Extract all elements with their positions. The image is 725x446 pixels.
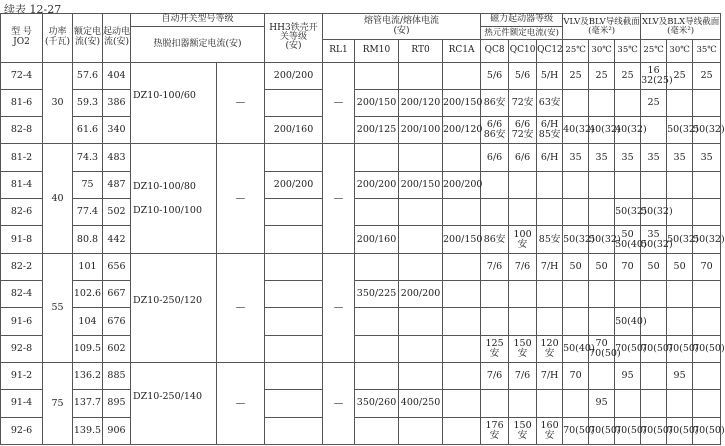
cell-start-current: 906 [103, 417, 131, 444]
cell-model: 92-6 [1, 417, 43, 444]
cell-q12: 5/H [537, 62, 563, 89]
cell-rc1a: 200/150 [443, 226, 481, 253]
cell-x25: 35 50(32) [641, 226, 667, 253]
cell-x35 [693, 281, 721, 308]
cell-breaker [131, 144, 217, 253]
cell-hh [265, 226, 323, 253]
cell-hh [265, 308, 323, 335]
cell-q10: 7/6 [509, 362, 537, 389]
table-row [1, 62, 721, 89]
cell-v35 [615, 390, 641, 417]
cell-rated-current: 102.6 [73, 281, 103, 308]
cell-rated-current: 77.4 [73, 199, 103, 226]
cell-rc1a [443, 281, 481, 308]
cell-start-current: 667 [103, 281, 131, 308]
cell-x35: 70(50) [693, 335, 721, 362]
header-starter: 磁力起动器等级 [481, 14, 563, 27]
cell-start-current: 442 [103, 226, 131, 253]
cell-start-current: 404 [103, 62, 131, 89]
cell-v35: 25 [615, 62, 641, 89]
cell-q8: 6/6 86安 [481, 117, 509, 144]
cell-power: 40 [43, 144, 73, 253]
cell-q10: 150安 [509, 417, 537, 444]
cell-x30: 35 [667, 144, 693, 171]
cell-model: 92-8 [1, 335, 43, 362]
cell-q8 [481, 390, 509, 417]
cell-q12 [537, 390, 563, 417]
cell-v25 [563, 199, 589, 226]
motor-equipment-table [0, 13, 725, 445]
cell-v25: 50(32) [563, 226, 589, 253]
cell-x35 [693, 308, 721, 335]
cell-rm10: 200/200 [355, 171, 399, 198]
cell-q8 [481, 281, 509, 308]
cell-x25: 35 [641, 144, 667, 171]
cell-start-current: 656 [103, 253, 131, 280]
cell-v35: 35 [615, 144, 641, 171]
cell-x35: 50(32) [693, 117, 721, 144]
header-rc1a: RC1A [443, 40, 481, 62]
breaker-model: DZ10-100/60 [133, 90, 196, 102]
cell-model: 81-6 [1, 89, 43, 116]
header-x25: 25℃ [641, 40, 667, 62]
cell-start-current: 885 [103, 362, 131, 389]
cell-q10: 150安 [509, 335, 537, 362]
cell-x35 [693, 171, 721, 198]
cell-breaker-dash: — [217, 253, 265, 362]
cell-rc1a: 200/200 [443, 171, 481, 198]
cell-v30 [589, 89, 615, 116]
cell-hh [265, 199, 323, 226]
cell-v35: 70 [615, 253, 641, 280]
cell-model: 82-2 [1, 253, 43, 280]
cell-v30: 25 [589, 62, 615, 89]
header-v25: 25℃ [563, 40, 589, 62]
cell-q8 [481, 171, 509, 198]
cell-x35: 70(50) [693, 417, 721, 444]
cell-rated-current: 136.2 [73, 362, 103, 389]
cell-q8: 86安 [481, 89, 509, 116]
cell-q12: 7/H [537, 253, 563, 280]
cell-q8: 7/6 [481, 362, 509, 389]
cell-rt0 [399, 199, 443, 226]
cell-start-current: 895 [103, 390, 131, 417]
cell-q12 [537, 171, 563, 198]
cell-start-current: 602 [103, 335, 131, 362]
cell-x30: 50(32) [667, 226, 693, 253]
cell-v25: 40(32) [563, 117, 589, 144]
header-qc10: QC10 [509, 40, 537, 62]
header-start-current: 起动电流(安) [103, 14, 131, 63]
cell-rm10 [355, 62, 399, 89]
cell-q10: 72安 [509, 89, 537, 116]
cell-q10 [509, 281, 537, 308]
cell-hh [265, 281, 323, 308]
cell-hh [265, 335, 323, 362]
cell-v25: 25 [563, 62, 589, 89]
cell-v25 [563, 308, 589, 335]
cell-rc1a [443, 335, 481, 362]
cell-q10 [509, 199, 537, 226]
cell-v35: 50(40) [615, 308, 641, 335]
cell-v30: 70 70(50) [589, 335, 615, 362]
cell-rm10: 350/260 [355, 390, 399, 417]
cell-v35 [615, 89, 641, 116]
cell-x25: 50(32) [641, 199, 667, 226]
cell-rc1a [443, 199, 481, 226]
cell-v35: 70(50) [615, 417, 641, 444]
cell-hh [265, 362, 323, 389]
header-vlv: VLV及BLV导线截面(毫米²) [563, 14, 641, 40]
cell-x30 [667, 281, 693, 308]
cell-q12 [537, 308, 563, 335]
cell-rated-current: 61.6 [73, 117, 103, 144]
cell-rated-current: 137.7 [73, 390, 103, 417]
header-rt0: RT0 [399, 40, 443, 62]
cell-rm10: 200/150 [355, 89, 399, 116]
cell-start-current: 502 [103, 199, 131, 226]
cell-x30: 70(50) [667, 417, 693, 444]
cell-x25 [641, 281, 667, 308]
table-row [1, 417, 721, 444]
cell-hh: 200/200 [265, 62, 323, 89]
cell-x30: 25 [667, 62, 693, 89]
cell-v30 [589, 281, 615, 308]
cell-rm10 [355, 335, 399, 362]
cell-v25: 50(40) [563, 335, 589, 362]
cell-x25 [641, 390, 667, 417]
cell-v25 [563, 390, 589, 417]
cell-model: 81-4 [1, 171, 43, 198]
cell-q10: 6/6 72安 [509, 117, 537, 144]
table-row [1, 89, 721, 116]
cell-x30 [667, 89, 693, 116]
cell-v35: 70(50) [615, 335, 641, 362]
breaker-model: DZ10-250/140 [133, 390, 202, 402]
cell-q10: 100安 [509, 226, 537, 253]
cell-v25: 50 [563, 253, 589, 280]
cell-rm10 [355, 308, 399, 335]
cell-q8: 86安 [481, 226, 509, 253]
cell-x35 [693, 362, 721, 389]
cell-q12 [537, 281, 563, 308]
header-rm10: RM10 [355, 40, 399, 62]
cell-v30: 50(32) [589, 226, 615, 253]
cell-power: 55 [43, 253, 73, 362]
cell-rl1: — [323, 62, 355, 144]
cell-q10 [509, 171, 537, 198]
header-breaker-sub: 热脱扣器额定电流(安) [131, 27, 265, 62]
cell-v25: 35 [563, 144, 589, 171]
header-power: 功率 (千瓦) [43, 14, 73, 63]
cell-breaker-dash: — [217, 62, 265, 144]
cell-v30: 35 [589, 144, 615, 171]
cell-rt0 [399, 335, 443, 362]
breaker-model: DZ10-100/80 [133, 180, 196, 192]
cell-q8: 176安 [481, 417, 509, 444]
cell-q8: 7/6 [481, 253, 509, 280]
cell-rt0: 200/200 [399, 281, 443, 308]
cell-q8: 5/6 [481, 62, 509, 89]
cell-v30 [589, 362, 615, 389]
cell-rated-current: 75 [73, 171, 103, 198]
table-row [1, 171, 721, 198]
cell-rt0: 200/120 [399, 89, 443, 116]
table-row [1, 281, 721, 308]
cell-rt0 [399, 62, 443, 89]
cell-rc1a [443, 417, 481, 444]
cell-rc1a [443, 253, 481, 280]
cell-q12: 63安 [537, 89, 563, 116]
cell-start-current: 340 [103, 117, 131, 144]
cell-rm10 [355, 253, 399, 280]
cell-x35 [693, 390, 721, 417]
cell-rm10 [355, 199, 399, 226]
cell-rc1a: 200/120 [443, 117, 481, 144]
cell-q12: 120安 [537, 335, 563, 362]
breaker-model-2: DZ10-100/100 [133, 204, 202, 216]
continuation-label: 续表 12-27 [4, 3, 62, 16]
cell-x25: 50 [641, 253, 667, 280]
cell-rm10 [355, 144, 399, 171]
cell-v30: 70(50) [589, 417, 615, 444]
cell-x30: 50(32) [667, 117, 693, 144]
cell-q8: 125安 [481, 335, 509, 362]
cell-hh [265, 253, 323, 280]
cell-rm10: 200/125 [355, 117, 399, 144]
cell-q8: 6/6 [481, 144, 509, 171]
cell-rated-current: 80.8 [73, 226, 103, 253]
cell-rt0 [399, 253, 443, 280]
table-row [1, 335, 721, 362]
cell-hh [265, 417, 323, 444]
cell-rt0: 200/150 [399, 171, 443, 198]
cell-rl1: — [323, 144, 355, 253]
cell-v35 [615, 171, 641, 198]
header-v35: 35℃ [615, 40, 641, 62]
cell-hh: 200/160 [265, 117, 323, 144]
cell-q12: 160安 [537, 417, 563, 444]
cell-model: 91-6 [1, 308, 43, 335]
cell-v30 [589, 199, 615, 226]
cell-start-current: 676 [103, 308, 131, 335]
cell-q12: 7/H [537, 362, 563, 389]
cell-q8 [481, 199, 509, 226]
cell-x30 [667, 171, 693, 198]
table-row [1, 144, 721, 171]
cell-x25 [641, 362, 667, 389]
table-row [1, 199, 721, 226]
cell-rated-current: 101 [73, 253, 103, 280]
cell-x25: 70(50) [641, 335, 667, 362]
cell-x35 [693, 89, 721, 116]
table-row [1, 308, 721, 335]
cell-q10 [509, 390, 537, 417]
cell-model: 72-4 [1, 62, 43, 89]
header-x30: 30℃ [667, 40, 693, 62]
cell-q12: 6/H [537, 144, 563, 171]
cell-v25 [563, 171, 589, 198]
cell-breaker [131, 253, 217, 362]
cell-q12: 6/H 85安 [537, 117, 563, 144]
cell-model: 82-8 [1, 117, 43, 144]
header-x35: 35℃ [693, 40, 721, 62]
cell-x25: 16 32(25) [641, 62, 667, 89]
cell-rt0 [399, 308, 443, 335]
cell-q10 [509, 308, 537, 335]
table-row [1, 253, 721, 280]
cell-x35: 35 [693, 144, 721, 171]
cell-rated-current: 57.6 [73, 62, 103, 89]
cell-q10: 5/6 [509, 62, 537, 89]
cell-model: 91-4 [1, 390, 43, 417]
cell-q12 [537, 199, 563, 226]
cell-v35: 50(32) [615, 199, 641, 226]
cell-rt0 [399, 226, 443, 253]
table-row [1, 117, 721, 144]
cell-rt0 [399, 417, 443, 444]
cell-v30 [589, 308, 615, 335]
cell-model: 91-8 [1, 226, 43, 253]
cell-v25 [563, 281, 589, 308]
cell-power: 75 [43, 362, 73, 444]
cell-breaker-dash: — [217, 144, 265, 253]
cell-rl1: — [323, 253, 355, 362]
cell-rated-current: 104 [73, 308, 103, 335]
cell-v30: 95 [589, 390, 615, 417]
cell-rt0 [399, 362, 443, 389]
header-rl1: RL1 [323, 40, 355, 62]
cell-rc1a [443, 62, 481, 89]
table-row [1, 362, 721, 389]
cell-model: 82-4 [1, 281, 43, 308]
cell-start-current: 487 [103, 171, 131, 198]
header-fuse: 熔管电流/熔体电流 (安) [323, 14, 481, 40]
cell-rated-current: 74.3 [73, 144, 103, 171]
cell-x30: 95 [667, 362, 693, 389]
cell-v25 [563, 89, 589, 116]
cell-start-current: 386 [103, 89, 131, 116]
cell-x35: 70 [693, 253, 721, 280]
header-rated-current: 额定电流(安) [73, 14, 103, 63]
cell-v30: 50 [589, 253, 615, 280]
cell-rc1a [443, 362, 481, 389]
cell-rm10: 350/225 [355, 281, 399, 308]
header-v30: 30℃ [589, 40, 615, 62]
cell-v30: 40(32) [589, 117, 615, 144]
cell-rm10 [355, 417, 399, 444]
cell-v30 [589, 171, 615, 198]
cell-q10: 7/6 [509, 253, 537, 280]
cell-v35: 50 50(40) [615, 226, 641, 253]
cell-x30 [667, 308, 693, 335]
cell-rt0: 400/250 [399, 390, 443, 417]
cell-model: 81-2 [1, 144, 43, 171]
cell-x35 [693, 199, 721, 226]
cell-x25: 70(50) [641, 417, 667, 444]
header-starter-sub: 热元件额定电流(安) [481, 27, 563, 40]
cell-rm10: 200/160 [355, 226, 399, 253]
cell-hh [265, 390, 323, 417]
header-qc8: QC8 [481, 40, 509, 62]
cell-breaker [131, 362, 217, 444]
cell-rated-current: 59.3 [73, 89, 103, 116]
header-qc12: QC12 [537, 40, 563, 62]
cell-rated-current: 109.5 [73, 335, 103, 362]
header-xlv: XLV及BLX导线截面(毫米²) [641, 14, 721, 40]
header-breaker: 自动开关型号等级 [131, 14, 265, 27]
cell-model: 91-2 [1, 362, 43, 389]
cell-hh [265, 89, 323, 116]
cell-rc1a [443, 308, 481, 335]
cell-rt0 [399, 144, 443, 171]
cell-v25: 70 [563, 362, 589, 389]
cell-q8 [481, 308, 509, 335]
cell-hh: 200/200 [265, 171, 323, 198]
header-hh: HH3铁壳开关等级 (安) [265, 14, 323, 63]
cell-rated-current: 139.5 [73, 417, 103, 444]
cell-v35: 95 [615, 362, 641, 389]
cell-q10: 6/6 [509, 144, 537, 171]
cell-x30 [667, 390, 693, 417]
breaker-model: DZ10-250/120 [133, 294, 202, 306]
cell-rc1a: 200/150 [443, 89, 481, 116]
cell-rl1: — [323, 362, 355, 444]
cell-breaker-dash: — [217, 362, 265, 444]
cell-rc1a [443, 144, 481, 171]
cell-v25: 70(50) [563, 417, 589, 444]
table-row [1, 390, 721, 417]
cell-rt0: 200/100 [399, 117, 443, 144]
cell-v35 [615, 281, 641, 308]
cell-breaker [131, 62, 217, 144]
cell-start-current: 483 [103, 144, 131, 171]
cell-x30: 70(50) [667, 335, 693, 362]
cell-x25 [641, 171, 667, 198]
cell-x30: 50 [667, 253, 693, 280]
cell-x35: 50(32) [693, 226, 721, 253]
header-model: 型 号 JO2 [1, 14, 43, 63]
cell-rm10 [355, 362, 399, 389]
cell-q12: 85安 [537, 226, 563, 253]
cell-hh [265, 144, 323, 171]
cell-x35: 25 [693, 62, 721, 89]
cell-rc1a [443, 390, 481, 417]
table-row [1, 226, 721, 253]
cell-x25: 25 [641, 89, 667, 116]
cell-power: 30 [43, 62, 73, 144]
cell-model: 82-6 [1, 199, 43, 226]
cell-v35: 40(32) [615, 117, 641, 144]
